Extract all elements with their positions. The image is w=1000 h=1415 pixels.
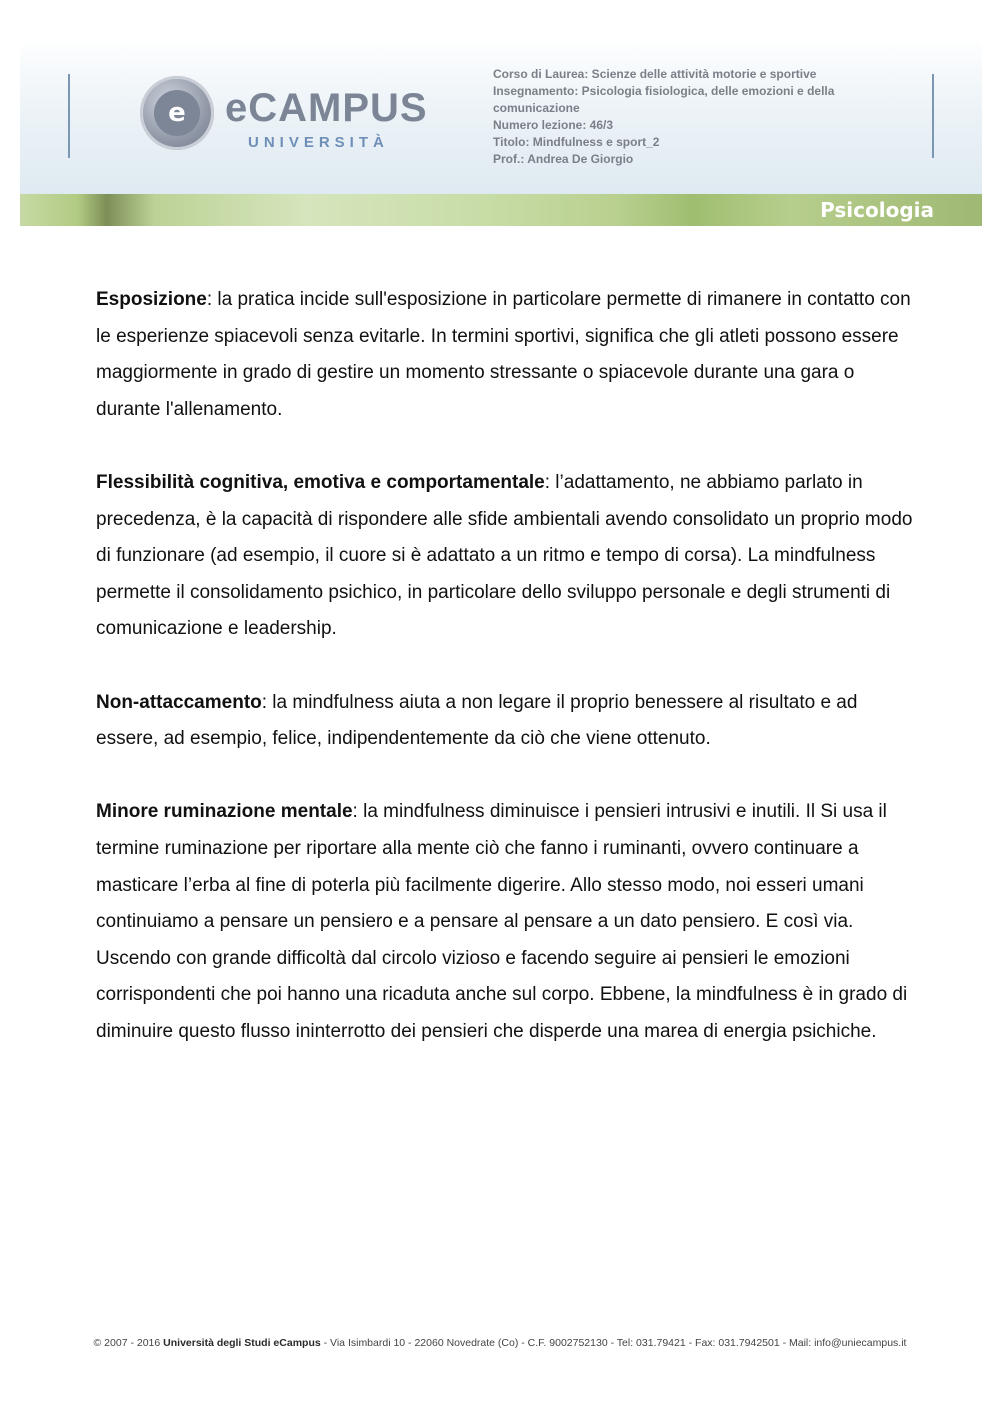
paragraph-flessibilita [96, 465, 916, 648]
section-band [20, 194, 982, 226]
footer-contact-details: - Via Isimbardi 10 - 22060 Novedrate (Co) - C.F. 9002752130 - Tel: 031.79421 - Fax: 031.7942501 - Mail: info@uniecampus.it [320, 1337, 907, 1349]
section-tag: Psicologia [820, 198, 934, 222]
document-body [96, 282, 916, 1087]
course-line: Insegnamento: Psicologia fisiologica, delle emozioni e della [493, 84, 835, 98]
course-line: Corso di Laurea: Scienze delle attività motorie e sportive [493, 67, 817, 81]
footer-copyright: © 2007 - 2016 [93, 1337, 164, 1349]
page-footer [0, 1337, 1000, 1349]
paragraph-term: Minore ruminazione mentale [96, 801, 353, 823]
course-line: Titolo: Mindfulness e sport_2 [493, 135, 660, 149]
logo-name: eCAMPUS [225, 86, 428, 130]
ecampus-logo-icon [140, 76, 214, 150]
course-info [493, 66, 893, 168]
paragraph-text: : la mindfulness diminuisce i pensieri intrusivi e inutili. Il Si usa il termine ruminazione per riportare alla mente ciò che fanno i ruminanti, ovvero continuare a masticare l’erba al fine di poterla più facilmente digerire. Allo stesso modo, noi esseri umani continuiamo a pensare un pensiero e a pensare al pensare a un dato pensiero. E così via. Uscendo con grande difficoltà dal circolo vizioso e facendo seguire ai pensieri le emozioni corrispondenti che poi hanno una ricaduta anche sul corpo. Ebbene, la mindfulness è in grado di diminuire questo flusso ininterrotto dei pensieri che disperde una marea di energia psichiche. [96, 801, 908, 1042]
course-line: comunicazione [493, 101, 580, 115]
paragraph-term: Non-attaccamento [96, 691, 262, 713]
logo-subtitle: UNIVERSITÀ [248, 134, 389, 151]
paragraph-non-attaccamento [96, 685, 916, 758]
header-divider-right [932, 74, 934, 158]
header-divider-left [68, 74, 70, 158]
paragraph-text: : la pratica incide sull'esposizione in particolare permette di rimanere in contatto con le esperienze spiacevoli senza evitarle. In termini sportivi, significa che gli atleti possono essere maggiormente in grado di gestire un momento stressante o spiacevole durante una gara o durante l'allenamento. [96, 289, 911, 420]
course-line: Prof.: Andrea De Giorgio [493, 152, 634, 166]
paragraph-ruminazione [96, 794, 916, 1050]
paragraph-esposizione [96, 282, 916, 428]
logo-mark: e [154, 90, 200, 136]
paragraph-text: : la mindfulness aiuta a non legare il proprio benessere al risultato e ad essere, ad esempio, felice, indipendentemente da ciò che viene ottenuto. [96, 691, 858, 750]
course-line: Numero lezione: 46/3 [493, 118, 614, 132]
paragraph-term: Esposizione [96, 289, 207, 310]
footer-university: Università degli Studi eCampus [163, 1337, 321, 1349]
page-header [20, 36, 982, 226]
paragraph-term: Flessibilità cognitiva, emotiva e comportamentale [96, 471, 545, 493]
paragraph-text: : l’adattamento, ne abbiamo parlato in precedenza, è la capacità di rispondere alle sfide ambientali avendo consolidato un proprio modo di funzionare (ad esempio, il cuore si è adattato a un ritmo e tempo di corsa). La mindfulness permette il consolidamento psichico, in particolare dello sviluppo personale e degli strumenti di comunicazione e leadership. [96, 471, 913, 640]
